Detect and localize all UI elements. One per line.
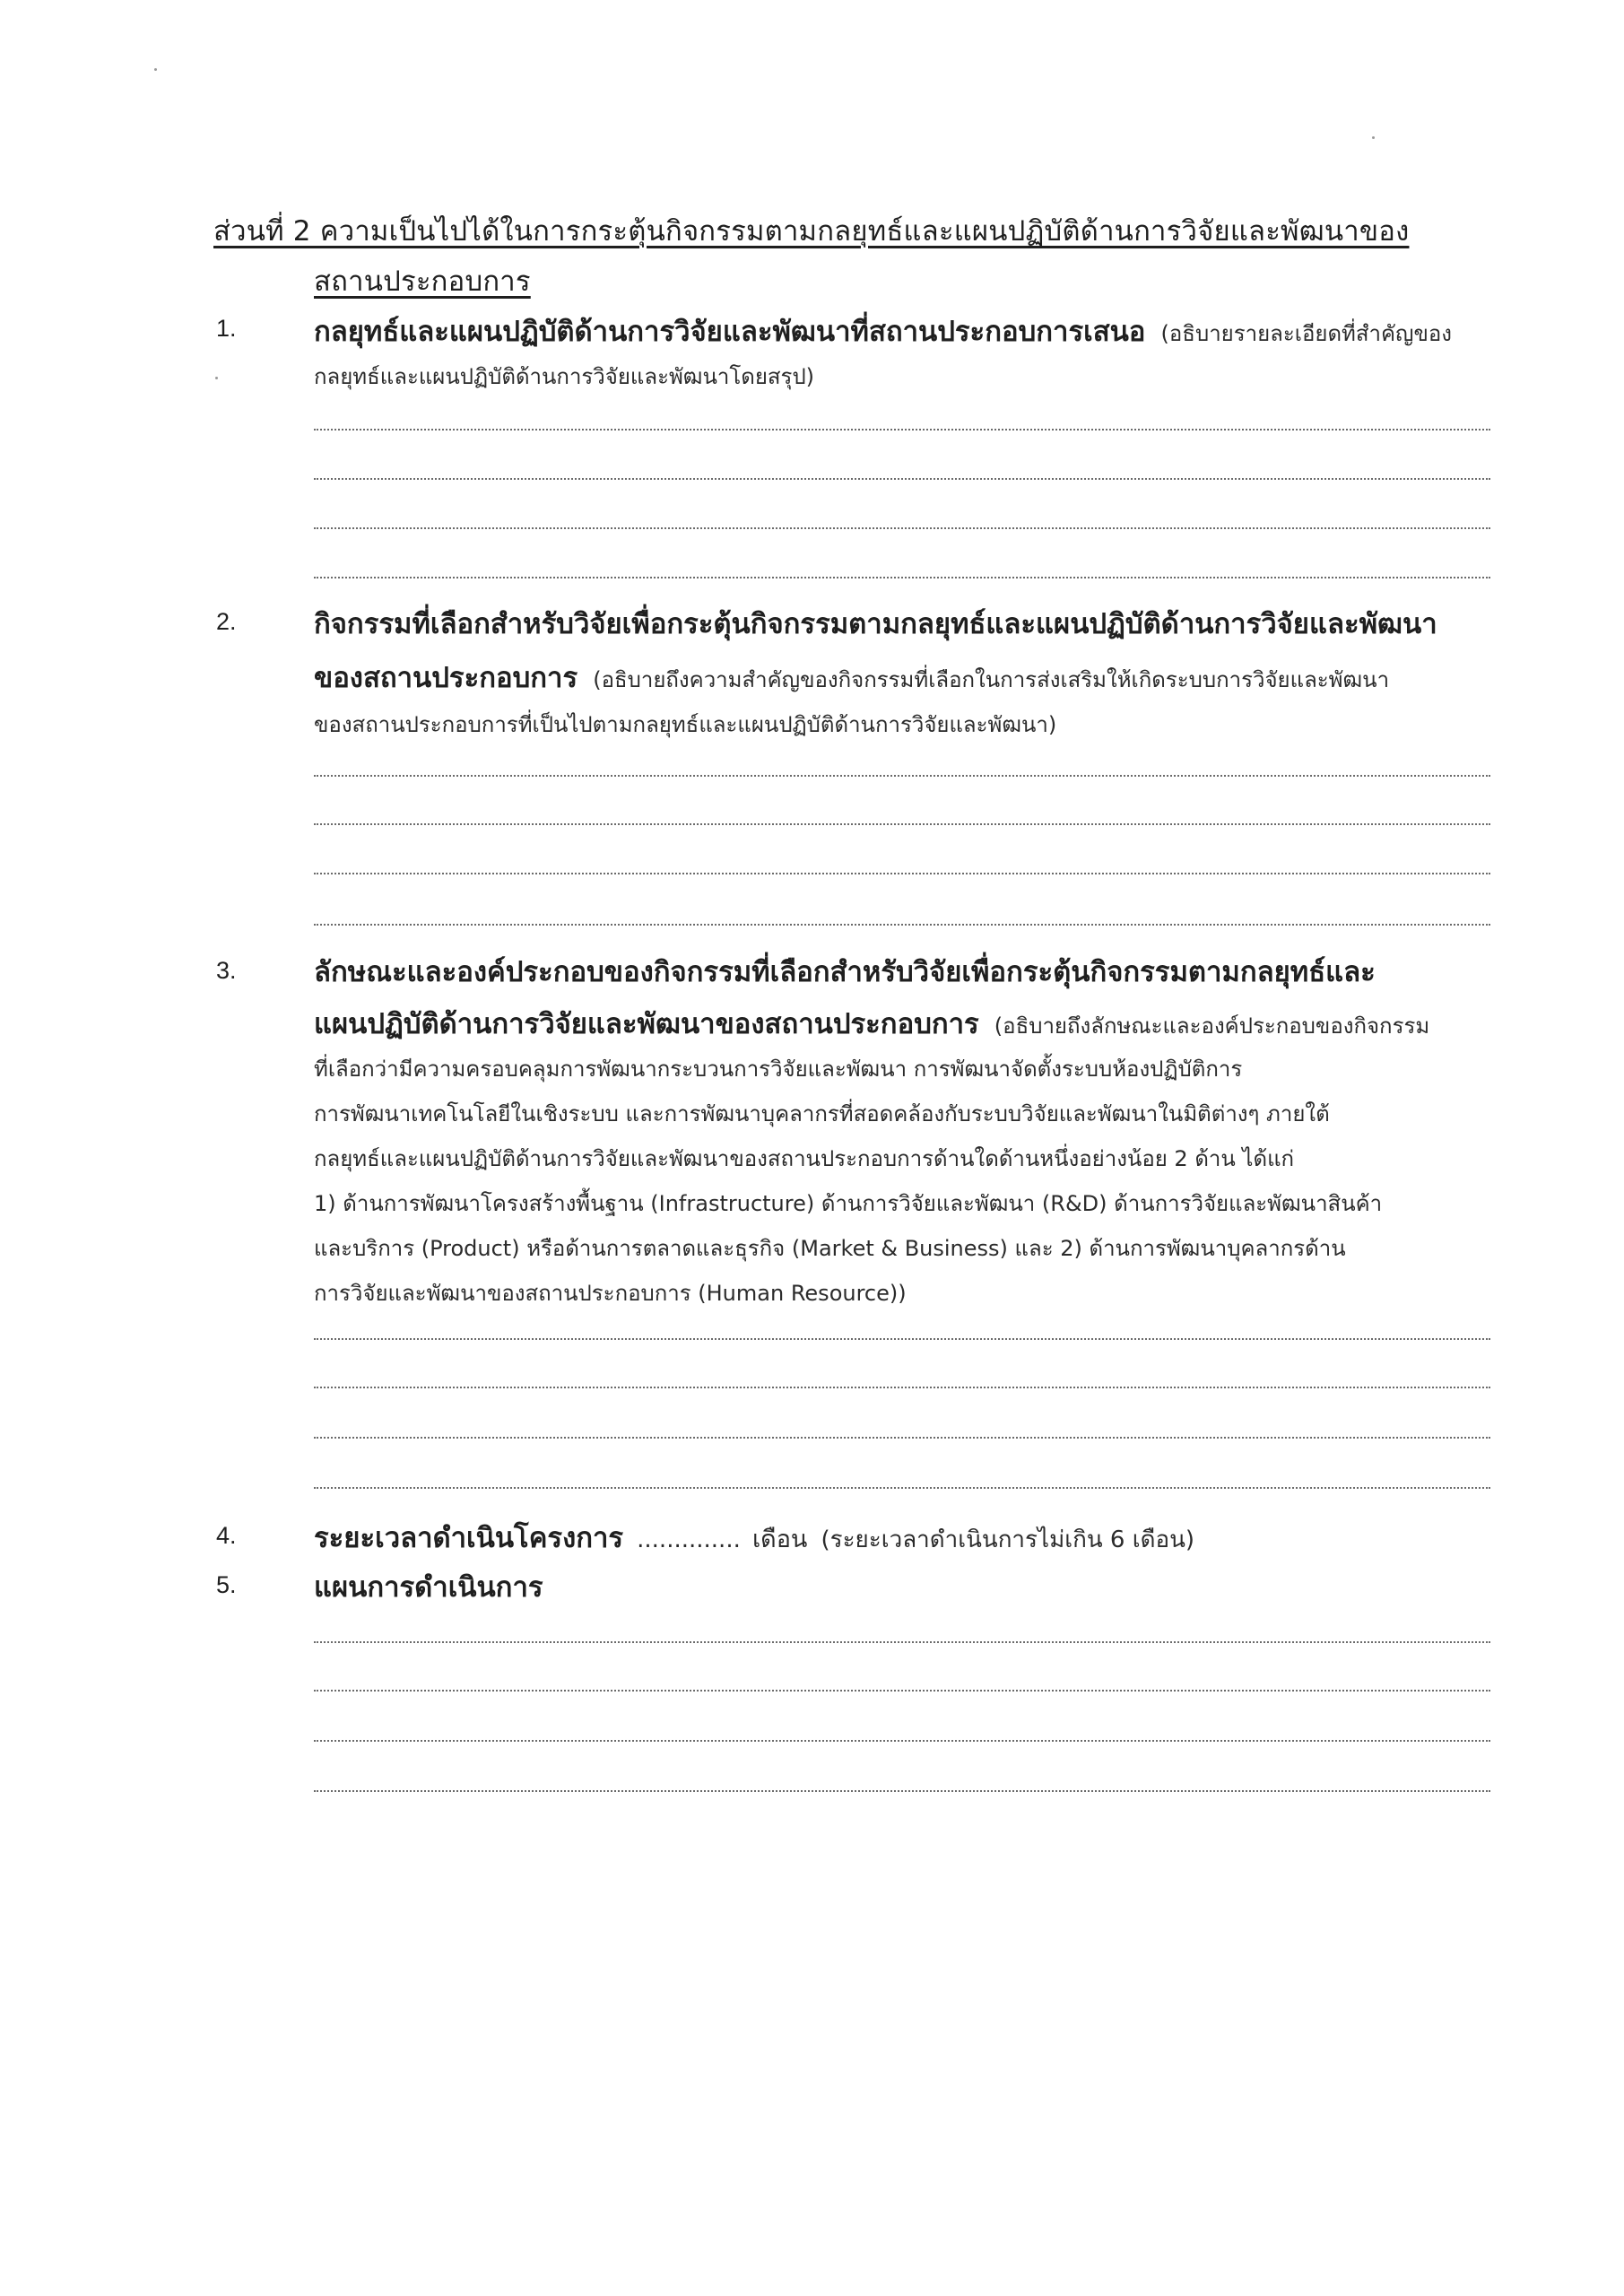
item-3-heading-line1: ลักษณะและองค์ประกอบของกิจกรรมที่เลือกสำหรับวิจัยเพื่อกระตุ้นกิจกรรมตามกลยุทธ์และ bbox=[314, 956, 1376, 988]
duration-note: (ระยะเวลาดำเนินการไม่เกิน 6 เดือน) bbox=[821, 1526, 1194, 1553]
item-3-answer-line[interactable] bbox=[314, 1437, 1490, 1439]
item-1-heading: กลยุทธ์และแผนปฏิบัติด้านการวิจัยและพัฒนาที่สถานประกอบการเสนอ bbox=[314, 316, 1146, 348]
item-4-heading: ระยะเวลาดำเนินโครงการ bbox=[314, 1522, 624, 1554]
item-1-answer-line[interactable] bbox=[314, 429, 1490, 430]
item-3-answer-line[interactable] bbox=[314, 1387, 1490, 1388]
item-3-line2 bbox=[314, 1001, 1429, 1046]
item-2-desc-line1: (อธิบายถึงความสำคัญของกิจกรรมที่เลือกในการส่งเสริมให้เกิดระบบการวิจัยและพัฒนา bbox=[593, 667, 1390, 692]
item-1-answer-line[interactable] bbox=[314, 478, 1490, 480]
item-5-number: 5. bbox=[216, 1571, 237, 1598]
item-3-desc-line4: กลยุทธ์และแผนปฏิบัติด้านการวิจัยและพัฒนาของสถานประกอบการด้านใดด้านหนึ่งอย่างน้อย 2 ด้าน ได้แก่ bbox=[314, 1146, 1295, 1171]
item-4-line bbox=[314, 1515, 1194, 1560]
item-2-answer-line[interactable] bbox=[314, 873, 1490, 874]
item-5-answer-line[interactable] bbox=[314, 1641, 1490, 1643]
scan-speck bbox=[1372, 136, 1375, 139]
item-3-desc-line7: การวิจัยและพัฒนาของสถานประกอบการ (Human Resource)) bbox=[314, 1281, 907, 1306]
item-3-desc-line3: การพัฒนาเทคโนโลยีในเชิงระบบ และการพัฒนาบุคลากรที่สอดคล้องกับระบบวิจัยและพัฒนาในมิติต่างๆ ภายใต้ bbox=[314, 1101, 1330, 1126]
item-2-line2 bbox=[314, 655, 1389, 700]
item-5-answer-line[interactable] bbox=[314, 1740, 1490, 1742]
item-3-number: 3. bbox=[216, 957, 237, 984]
scan-speck bbox=[154, 68, 157, 71]
item-2-answer-line[interactable] bbox=[314, 775, 1490, 777]
item-1-answer-line[interactable] bbox=[314, 527, 1490, 529]
scan-speck bbox=[215, 377, 218, 379]
item-3-desc-line1: (อธิบายถึงลักษณะและองค์ประกอบของกิจกรรม bbox=[994, 1013, 1430, 1039]
item-2-number: 2. bbox=[216, 608, 237, 635]
duration-unit: เดือน bbox=[751, 1526, 808, 1553]
item-1-desc-line1: (อธิบายรายละเอียดที่สำคัญของ bbox=[1160, 321, 1453, 346]
item-2-heading-line2: ของสถานประกอบการ bbox=[314, 662, 578, 694]
item-3-answer-line[interactable] bbox=[314, 1487, 1490, 1489]
item-1-answer-line[interactable] bbox=[314, 577, 1490, 578]
item-3-answer-line[interactable] bbox=[314, 1338, 1490, 1340]
item-3-desc-line5: 1) ด้านการพัฒนาโครงสร้างพื้นฐาน (Infrastructure) ด้านการวิจัยและพัฒนา (R&D) ด้านการวิจัยและพัฒนาสินค้า bbox=[314, 1191, 1383, 1216]
item-5-heading: แผนการดำเนินการ bbox=[314, 1571, 543, 1604]
item-1-desc-line2: กลยุทธ์และแผนปฏิบัติด้านการวิจัยและพัฒนาโดยสรุป) bbox=[314, 364, 815, 389]
item-3-desc-line6: และบริการ (Product) หรือด้านการตลาดและธุรกิจ (Market & Business) และ 2) ด้านการพัฒนาบุคลากรด้าน bbox=[314, 1236, 1346, 1261]
item-3-heading-line2: แผนปฏิบัติด้านการวิจัยและพัฒนาของสถานประกอบการ bbox=[314, 1008, 979, 1040]
section-title-line2: สถานประกอบการ bbox=[314, 265, 531, 298]
item-2-desc-line2: ของสถานประกอบการที่เป็นไปตามกลยุทธ์และแผนปฏิบัติด้านการวิจัยและพัฒนา) bbox=[314, 712, 1057, 737]
section-title-line1: ส่วนที่ 2 ความเป็นไปได้ในการกระตุ้นกิจกรรมตามกลยุทธ์และแผนปฏิบัติด้านการวิจัยและพัฒนาของ bbox=[213, 215, 1410, 248]
item-3-desc-line2: ที่เลือกว่ามีความครอบคลุมการพัฒนากระบวนการวิจัยและพัฒนา การพัฒนาจัดตั้งระบบห้องปฏิบัติการ bbox=[314, 1057, 1243, 1082]
item-2-heading-line1: กิจกรรมที่เลือกสำหรับวิจัยเพื่อกระตุ้นกิจกรรมตามกลยุทธ์และแผนปฏิบัติด้านการวิจัยและพัฒนา bbox=[314, 608, 1437, 640]
item-4-number: 4. bbox=[216, 1522, 237, 1549]
item-5-answer-line[interactable] bbox=[314, 1690, 1490, 1692]
item-2-answer-line[interactable] bbox=[314, 823, 1490, 825]
item-2-answer-line[interactable] bbox=[314, 924, 1490, 926]
item-5-answer-line[interactable] bbox=[314, 1790, 1490, 1792]
item-1-number: 1. bbox=[216, 315, 237, 342]
item-1-line1 bbox=[314, 309, 1452, 353]
duration-blank[interactable]: .............. bbox=[637, 1526, 741, 1553]
